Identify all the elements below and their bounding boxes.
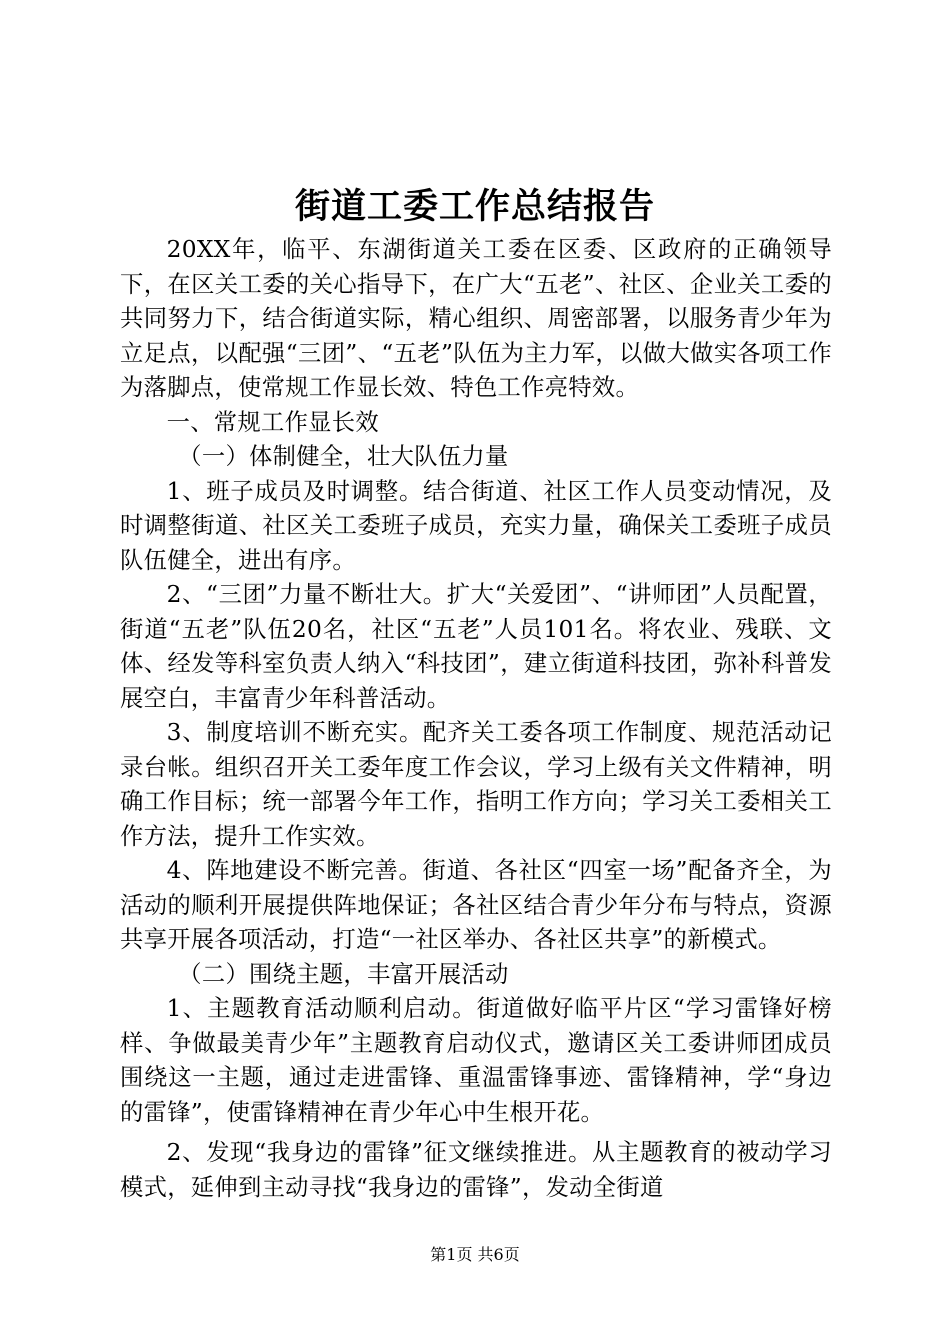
- subsection-heading: （二）围绕主题，丰富开展活动: [178, 960, 509, 988]
- body-paragraph: 2、“三团”力量不断壮大。扩大“关爱团”、“讲师团”人员配置，街道“五老”队伍20名，社区“五老”人员101名。将农业、残联、文体、经发等科室负责人纳入“科技团”，建立街道科技团，弥补科普发展空白，丰富青少年科普活动。: [120, 581, 832, 712]
- body-paragraph: 4、阵地建设不断完善。街道、各社区“四室一场”配备齐全，为活动的顺利开展提供阵地保证；各社区结合青少年分布与特点，资源共享开展各项活动，打造“一社区举办、各社区共享”的新模式。: [120, 857, 832, 953]
- body-paragraph: 1、班子成员及时调整。结合街道、社区工作人员变动情况，及时调整街道、社区关工委班子成员，充实力量，确保关工委班子成员队伍健全，进出有序。: [120, 477, 832, 574]
- body-paragraph: 2、发现“我身边的雷锋”征文继续推进。从主题教育的被动学习模式，延伸到主动寻找“我身边的雷锋”，发动全街道: [120, 1139, 832, 1201]
- document-body: [120, 233, 832, 1205]
- subsection-heading: （一）体制健全，壮大队伍力量: [178, 443, 509, 470]
- intro-paragraph: 20XX年，临平、东湖街道关工委在区委、区政府的正确领导下，在区关工委的关心指导下，在广大“五老”、社区、企业关工委的共同努力下，结合街道实际，精心组织、周密部署，以服务青少年为立足点，以配强“三团”、“五老”队伍为主力军，以做大做实各项工作为落脚点，使常规工作显长效、特色工作亮特效。: [120, 236, 832, 401]
- body-paragraph: 3、制度培训不断充实。配齐关工委各项工作制度、规范活动记录台帐。组织召开关工委年度工作会议，学习上级有关文件精神，明确工作目标；统一部署今年工作，指明工作方向；学习关工委相关工作方法，提升工作实效。: [120, 719, 832, 850]
- body-paragraph: 1、主题教育活动顺利启动。街道做好临平片区“学习雷锋好榜样、争做最美青少年”主题教育启动仪式，邀请区关工委讲师团成员围绕这一主题，通过走进雷锋、重温雷锋事迹、雷锋精神，学“身边的雷锋”，使雷锋精神在青少年心中生根开花。: [120, 995, 832, 1126]
- document-title: 街道工委工作总结报告: [294, 186, 655, 227]
- page-number-footer: 第1页 共6页: [430, 1245, 520, 1264]
- section-heading: 一、常规工作显长效: [166, 408, 379, 436]
